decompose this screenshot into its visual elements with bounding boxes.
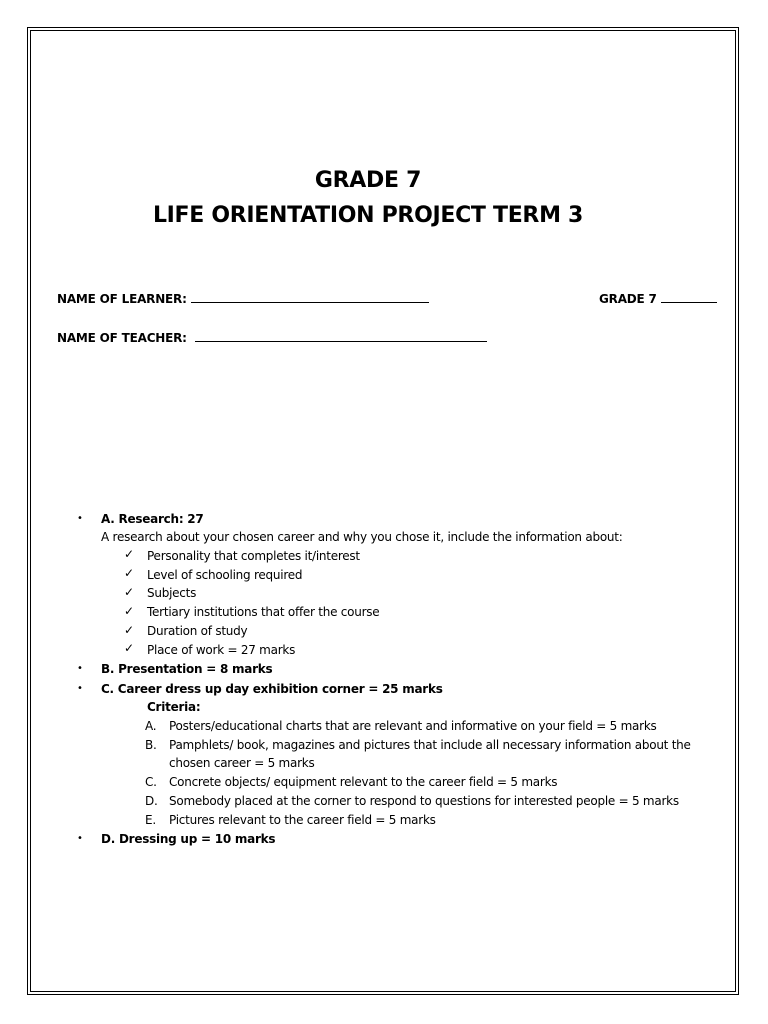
list-item: Subjects	[147, 586, 197, 600]
bullet-icon: •	[77, 683, 83, 694]
criteria-item-continued: chosen career = 5 marks	[169, 756, 315, 770]
learner-name-blank[interactable]	[191, 292, 429, 303]
criteria-item: Pictures relevant to the career field = 5 marks	[169, 813, 436, 827]
bullet-icon: •	[77, 833, 83, 844]
grade-field[interactable]	[599, 292, 717, 306]
section-b-title: B. Presentation = 8 marks	[101, 662, 273, 676]
criteria-letter: D.	[145, 794, 158, 808]
criteria-item: Concrete objects/ equipment relevant to the career field = 5 marks	[169, 775, 558, 789]
criteria-item: Posters/educational charts that are relevant and informative on your field = 5 marks	[169, 719, 657, 733]
list-item: Tertiary institutions that offer the course	[147, 605, 380, 619]
criteria-letter: A.	[145, 719, 157, 733]
section-a-title: A. Research: 27	[101, 512, 204, 526]
bullet-icon: •	[77, 513, 83, 524]
section-c-title: C. Career dress up day exhibition corner = 25 marks	[101, 682, 443, 696]
teacher-name-label: NAME OF TEACHER:	[57, 331, 187, 345]
criteria-letter: C.	[145, 775, 157, 789]
checkmark-icon: ✓	[124, 641, 134, 655]
section-a-intro: A research about your chosen career and why you chose it, include the information about:	[101, 530, 623, 544]
criteria-letter: E.	[145, 813, 156, 827]
grade-blank[interactable]	[661, 292, 717, 303]
learner-name-label: NAME OF LEARNER:	[57, 292, 187, 306]
list-item: Place of work = 27 marks	[147, 643, 296, 657]
bullet-icon: •	[77, 663, 83, 674]
grade-label: GRADE 7	[599, 292, 657, 306]
criteria-item: Somebody placed at the corner to respond to questions for interested people = 5 marks	[169, 794, 679, 808]
checkmark-icon: ✓	[124, 604, 134, 618]
checkmark-icon: ✓	[124, 566, 134, 580]
section-d-title: D. Dressing up = 10 marks	[101, 832, 276, 846]
checkmark-icon: ✓	[124, 585, 134, 599]
criteria-label: Criteria:	[147, 700, 201, 714]
learner-name-field[interactable]	[57, 292, 429, 306]
criteria-letter: B.	[145, 738, 157, 752]
checkmark-icon: ✓	[124, 623, 134, 637]
list-item: Duration of study	[147, 624, 248, 638]
list-item: Personality that completes it/interest	[147, 549, 360, 563]
project-title: LIFE ORIENTATION PROJECT TERM 3	[152, 203, 584, 228]
grade-title: GRADE 7	[314, 168, 422, 193]
list-item: Level of schooling required	[147, 568, 303, 582]
teacher-name-field[interactable]	[57, 331, 487, 345]
criteria-item: Pamphlets/ book, magazines and pictures that include all necessary information about the	[169, 738, 691, 752]
checkmark-icon: ✓	[124, 547, 134, 561]
teacher-name-blank[interactable]	[195, 331, 487, 342]
